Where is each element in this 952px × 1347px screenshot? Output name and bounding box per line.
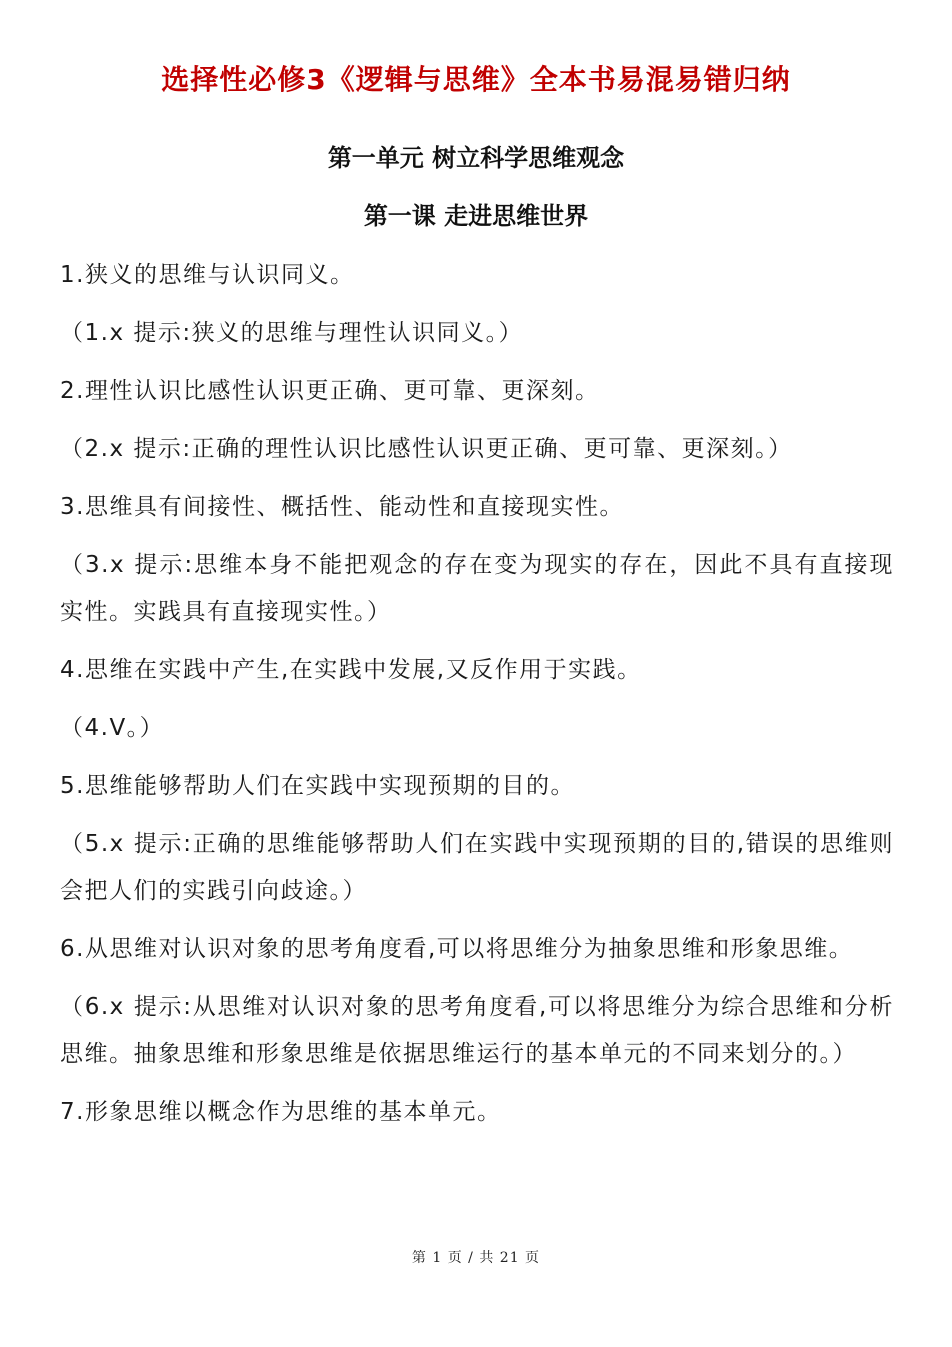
answer-4: （4.V。） xyxy=(60,715,165,741)
question-1: 1.狭义的思维与认识同义。 xyxy=(60,262,355,288)
question-7: 7.形象思维以概念作为思维的基本单元。 xyxy=(60,1099,502,1125)
answer-1: （1.x 提示:狭义的思维与理性认识同义。） xyxy=(60,320,524,346)
question-3: 3.思维具有间接性、概括性、能动性和直接现实性。 xyxy=(60,494,624,520)
answer-5: （5.x 提示:正确的思维能够帮助人们在实践中实现预期的目的,错误的思维则会把人们的实践引向歧途。） xyxy=(60,831,894,904)
item-list xyxy=(60,252,894,1147)
document-title: 选择性必修3《逻辑与思维》全本书易混易错归纳 xyxy=(161,63,791,96)
answer-6: （6.x 提示:从思维对认识对象的思考角度看,可以将思维分为综合思维和分析思维。抽象思维和形象思维是依据思维运行的基本单元的不同来划分的。） xyxy=(60,994,894,1067)
question-6: 6.从思维对认识对象的思考角度看,可以将思维分为抽象思维和形象思维。 xyxy=(60,936,854,962)
question-5: 5.思维能够帮助人们在实践中实现预期的目的。 xyxy=(60,773,575,799)
page-number: 第 1 页 / 共 21 页 xyxy=(411,1250,541,1266)
answer-2: （2.x 提示:正确的理性认识比感性认识更正确、更可靠、更深刻。） xyxy=(60,436,793,462)
question-2: 2.理性认识比感性认识更正确、更可靠、更深刻。 xyxy=(60,378,600,404)
question-4: 4.思维在实践中产生,在实践中发展,又反作用于实践。 xyxy=(60,657,642,683)
lesson-title: 第一课 走进思维世界 xyxy=(363,201,589,230)
answer-3: （3.x 提示:思维本身不能把观念的存在变为现实的存在，因此不具有直接现实性。实践具有直接现实性。） xyxy=(60,552,894,625)
unit-title: 第一单元 树立科学思维观念 xyxy=(327,143,625,172)
